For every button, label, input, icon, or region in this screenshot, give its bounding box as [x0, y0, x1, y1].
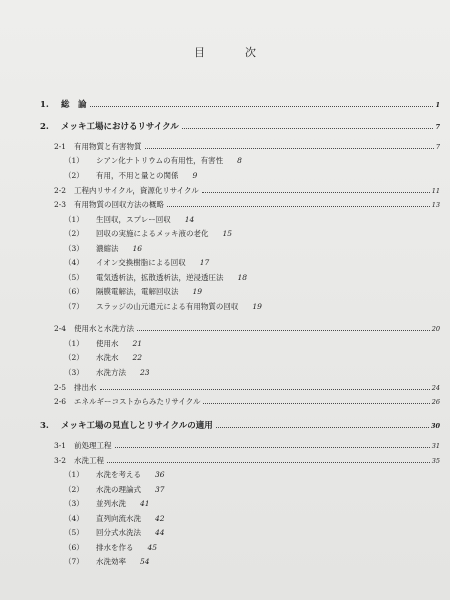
dot-leader: [182, 128, 434, 129]
entry-number: （5）: [64, 273, 84, 282]
page-number: 7: [435, 123, 440, 131]
entry-title: イオン交換樹脂による回収: [96, 258, 186, 267]
entry-title: 水洗の理論式: [96, 485, 141, 494]
entry-number: （6）: [64, 287, 84, 296]
entry-number: （1）: [64, 470, 84, 479]
subsection-entry: [64, 244, 142, 254]
entry-number: 1.: [40, 100, 49, 110]
page-number: 36: [155, 470, 165, 479]
page-number: 18: [237, 273, 248, 282]
entry-number: 2-3: [54, 200, 67, 209]
entry-number: （7）: [64, 302, 84, 311]
dot-leader: [203, 403, 429, 404]
page-number: 19: [252, 302, 262, 311]
page-number: 30: [430, 422, 440, 430]
entry-number: 3-1: [54, 441, 67, 450]
page-number: 19: [192, 287, 203, 296]
page-number: 1: [435, 101, 440, 109]
subsection-entry: [64, 557, 150, 567]
subsection-entry: [64, 485, 165, 495]
page-number: 54: [140, 557, 150, 566]
entry-title: 排水を作る: [96, 543, 134, 552]
section-entry: [54, 397, 440, 407]
page-number: 45: [147, 543, 158, 552]
chapter-entry: [40, 100, 440, 110]
entry-number: 2.: [40, 122, 49, 132]
entry-number: （3）: [64, 244, 84, 253]
page-number: 14: [184, 215, 195, 224]
entry-title: 生回収，スプレー回収: [96, 215, 171, 224]
entry-title: 濃縮法: [96, 244, 119, 253]
entry-title: 排出水: [74, 383, 97, 392]
page-number: 37: [155, 485, 165, 494]
entry-number: （4）: [64, 514, 84, 523]
entry-number: 3.: [40, 421, 49, 431]
entry-title: シアン化ナトリウムの有用性，有害性: [96, 156, 224, 165]
entry-title: 使用水: [96, 339, 119, 348]
entry-number: （5）: [64, 528, 84, 537]
subsection-entry: [64, 215, 194, 225]
subsection-entry: [64, 258, 209, 268]
subsection-entry: [64, 353, 142, 363]
subsection-entry: [64, 543, 157, 553]
entry-title: 有用物質の回収方法の概略: [74, 200, 164, 209]
entry-title: 回収の実施によるメッキ液の老化: [96, 229, 209, 238]
page-number: 11: [431, 187, 440, 195]
subsection-entry: [64, 528, 165, 538]
section-entry: [54, 383, 440, 393]
entry-title: 水洗方法: [96, 368, 126, 377]
page-number: 35: [431, 457, 440, 465]
entry-title: 前処理工程: [74, 441, 112, 450]
page-number: 9: [192, 171, 198, 180]
entry-number: （2）: [64, 229, 84, 238]
page-number: 41: [140, 499, 150, 508]
dot-leader: [100, 389, 430, 390]
chapter-entry: [40, 421, 440, 431]
entry-number: （3）: [64, 499, 84, 508]
entry-number: 2-6: [54, 397, 67, 406]
entry-number: （4）: [64, 258, 84, 267]
section-entry: [54, 324, 440, 334]
entry-title: 直列向流水洗: [96, 514, 141, 523]
section-entry: [54, 456, 440, 466]
subsection-entry: [64, 171, 197, 181]
entry-number: 2-1: [54, 142, 67, 151]
section-entry: [54, 142, 440, 152]
entry-number: （3）: [64, 368, 84, 377]
page-title: 目次: [194, 46, 296, 59]
entry-title: 有用，不用と量との関係: [96, 171, 179, 180]
entry-number: （2）: [64, 353, 84, 362]
page-number: 31: [431, 442, 440, 450]
page-number: 13: [431, 201, 440, 209]
entry-number: 2-4: [54, 324, 67, 333]
dot-leader: [145, 148, 434, 149]
entry-title: メッキ工場の見直しとリサイクルの適用: [61, 421, 213, 431]
entry-title: 有用物質と有害物質: [74, 142, 142, 151]
entry-title: エネルギーコストからみたリサイクル: [74, 397, 201, 406]
entry-title: 使用水と水洗方法: [74, 324, 134, 333]
entry-number: （2）: [64, 485, 84, 494]
subsection-entry: [64, 287, 202, 297]
entry-title: 水洗工程: [74, 456, 104, 465]
entry-title: 並列水洗: [96, 499, 126, 508]
subsection-entry: [64, 514, 165, 524]
entry-title: 水洗を考える: [96, 470, 141, 479]
section-entry: [54, 200, 440, 210]
page-number: 22: [132, 353, 143, 362]
entry-title: メッキ工場におけるリサイクル: [61, 122, 179, 132]
entry-number: （1）: [64, 339, 84, 348]
page-number: 20: [431, 325, 440, 333]
subsection-entry: [64, 302, 262, 312]
subsection-entry: [64, 229, 232, 239]
entry-title: 工程内リサイクル，資源化リサイクル: [74, 186, 199, 195]
page-number: 26: [431, 398, 440, 406]
entry-number: 2-5: [54, 383, 67, 392]
subsection-entry: [64, 339, 142, 349]
dot-leader: [107, 462, 430, 463]
dot-leader: [167, 206, 430, 207]
page-number: 7: [435, 143, 440, 151]
entry-title: 水洗効率: [96, 557, 126, 566]
dot-leader: [137, 330, 430, 331]
chapter-entry: [40, 122, 440, 132]
page-number: 15: [222, 229, 233, 238]
subsection-entry: [64, 156, 242, 166]
subsection-entry: [64, 470, 165, 480]
subsection-entry: [64, 273, 247, 283]
entry-title: 水洗水: [96, 353, 119, 362]
page-number: 24: [431, 384, 440, 392]
entry-number: （1）: [64, 215, 84, 224]
dot-leader: [115, 447, 430, 448]
page-number: 17: [199, 258, 210, 267]
page-number: 16: [132, 244, 143, 253]
dot-leader: [202, 192, 430, 193]
dot-leader: [90, 106, 434, 107]
entry-number: （7）: [64, 557, 84, 566]
entry-title: スラッジの山元還元による有用物質の回収: [96, 302, 239, 311]
page-number: 23: [140, 368, 150, 377]
entry-number: （2）: [64, 171, 84, 180]
subsection-entry: [64, 499, 150, 509]
page-number: 21: [132, 339, 143, 348]
entry-number: （6）: [64, 543, 84, 552]
subsection-entry: [64, 368, 150, 378]
page-number: 44: [155, 528, 165, 537]
entry-title: 隔膜電解法，電解回収法: [96, 287, 179, 296]
section-entry: [54, 186, 440, 196]
entry-number: 2-2: [54, 186, 67, 195]
section-entry: [54, 441, 440, 451]
entry-title: 電気透析法，拡散透析法，逆浸透圧法: [96, 273, 224, 282]
page-number: 8: [237, 156, 242, 165]
dot-leader: [216, 427, 429, 428]
entry-title: 回分式水洗法: [96, 528, 141, 537]
page-number: 42: [155, 514, 165, 523]
entry-title: 総 論: [61, 100, 87, 110]
entry-number: 3-2: [54, 456, 67, 465]
entry-number: （1）: [64, 156, 84, 165]
